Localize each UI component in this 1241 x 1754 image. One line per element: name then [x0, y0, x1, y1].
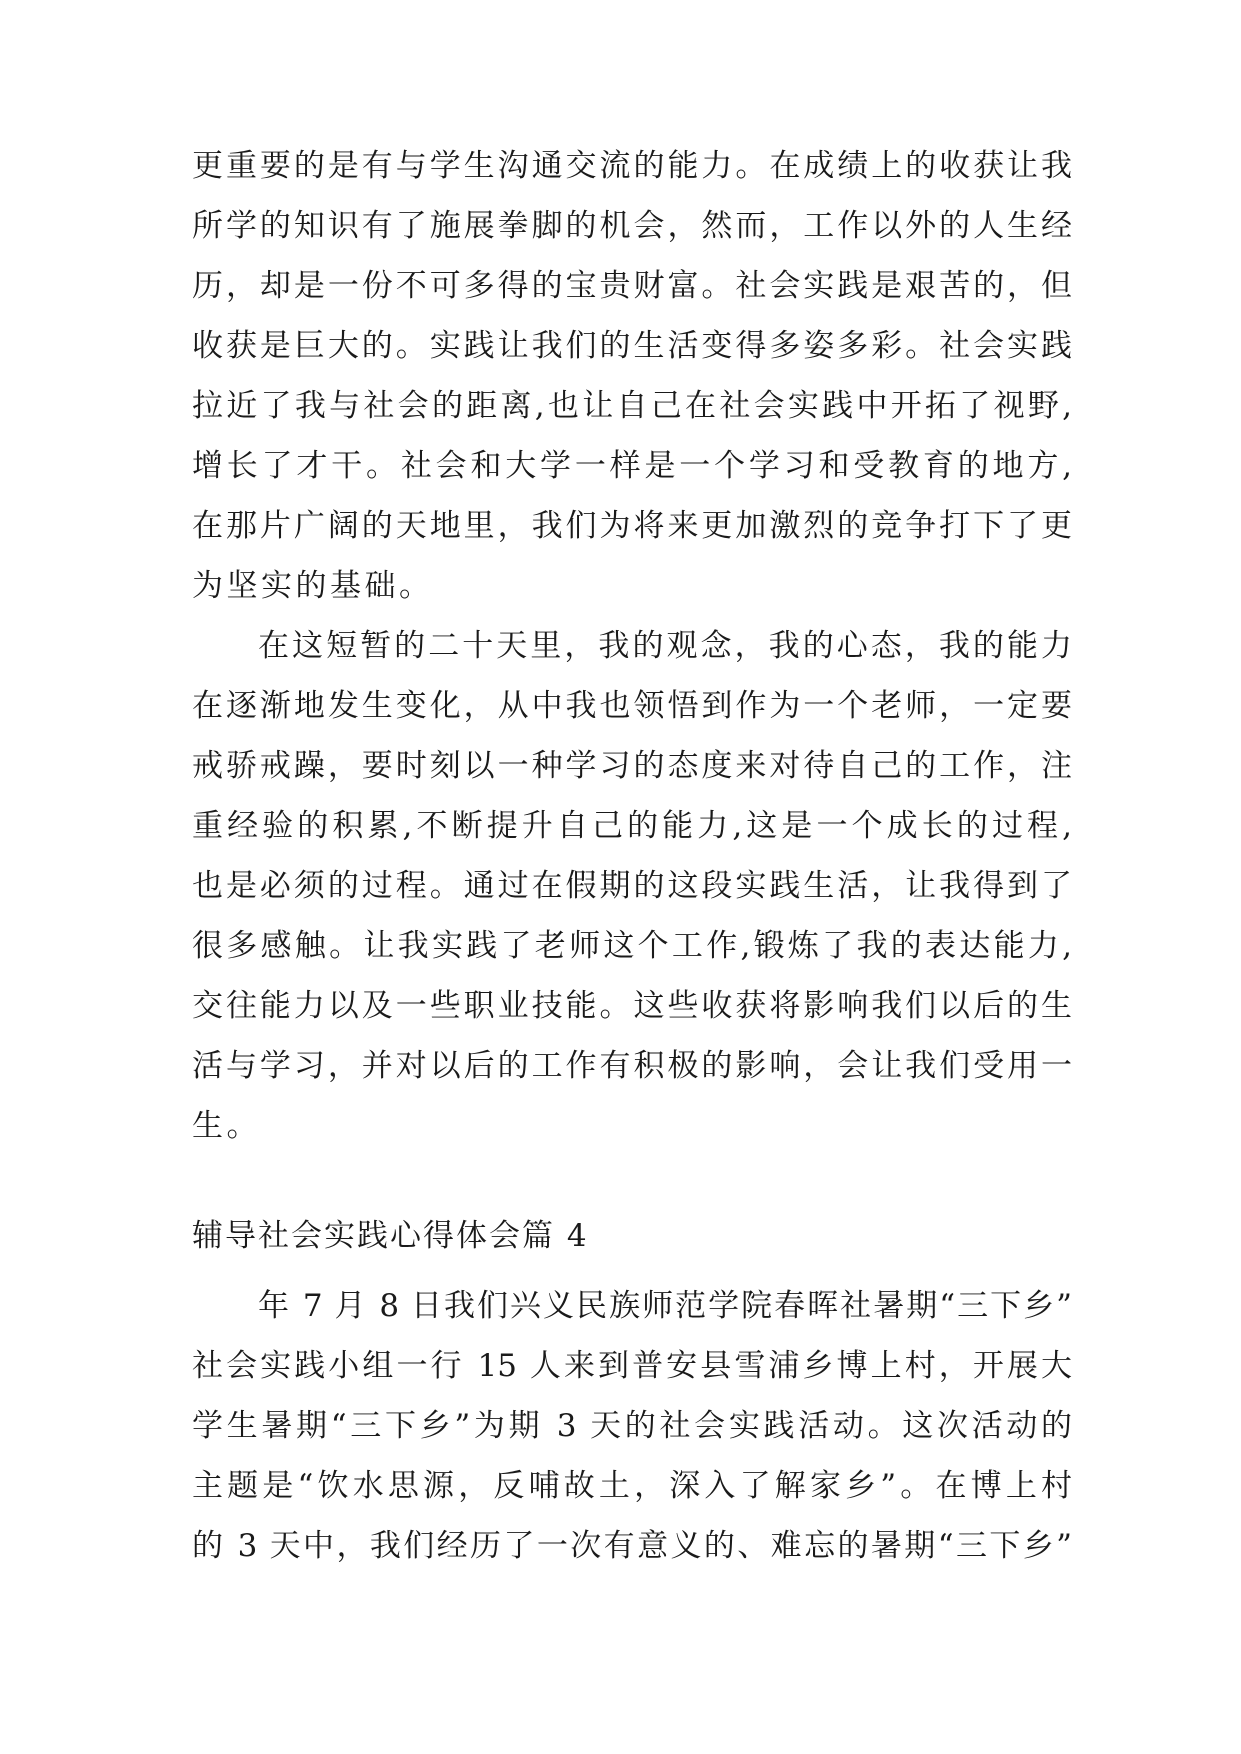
paragraph-line: 的 3 天中，我们经历了一次有意义的、难忘的暑期“三下乡”	[192, 1528, 1072, 1564]
paragraph-line: 学生暑期“三下乡”为期 3 天的社会实践活动。这次活动的	[192, 1408, 1072, 1444]
paragraph-line: 生。	[192, 1108, 261, 1144]
paragraph-line: 拉近了我与社会的距离,也让自己在社会实践中开拓了视野,	[192, 388, 1072, 424]
paragraph-line: 活与学习，并对以后的工作有积极的影响，会让我们受用一	[192, 1048, 1072, 1084]
paragraph-line: 主题是“饮水思源，反哺故土，深入了解家乡”。在博上村	[192, 1468, 1072, 1504]
paragraph-line: 在那片广阔的天地里，我们为将来更加激烈的竞争打下了更	[192, 508, 1072, 544]
paragraph-1	[192, 136, 1072, 616]
paragraph-line: 所学的知识有了施展拳脚的机会，然而，工作以外的人生经	[192, 208, 1072, 244]
paragraph-line: 重经验的积累,不断提升自己的能力,这是一个成长的过程,	[192, 808, 1072, 844]
paragraph-line: 增长了才干。社会和大学一样是一个学习和受教育的地方,	[192, 448, 1072, 484]
paragraph-line: 很多感触。让我实践了老师这个工作,锻炼了我的表达能力,	[192, 928, 1072, 964]
paragraph-line: 戒骄戒躁，要时刻以一种学习的态度来对待自己的工作，注	[192, 748, 1072, 784]
paragraph-line: 在逐渐地发生变化，从中我也领悟到作为一个老师，一定要	[192, 688, 1072, 724]
paragraph-line: 交往能力以及一些职业技能。这些收获将影响我们以后的生	[192, 988, 1072, 1024]
paragraph-line: 也是必须的过程。通过在假期的这段实践生活，让我得到了	[192, 868, 1072, 904]
paragraph-line: 收获是巨大的。实践让我们的生活变得多姿多彩。社会实践	[192, 328, 1072, 364]
paragraph-line: 社会实践小组一行 15 人来到普安县雪浦乡博上村，开展大	[192, 1348, 1072, 1384]
paragraph-line: 更重要的是有与学生沟通交流的能力。在成绩上的收获让我	[192, 148, 1072, 184]
paragraph-line: 为坚实的基础。	[192, 568, 434, 604]
paragraph-line: 年 7 月 8 日我们兴义民族师范学院春晖社暑期“三下乡”	[258, 1288, 1072, 1324]
paragraph-3	[192, 1276, 1072, 1576]
paragraph-line: 在这短暂的二十天里，我的观念，我的心态，我的能力	[258, 628, 1072, 664]
section-heading: 辅导社会实践心得体会篇 4	[192, 1218, 589, 1254]
paragraph-2	[192, 616, 1072, 1156]
paragraph-line: 历，却是一份不可多得的宝贵财富。社会实践是艰苦的，但	[192, 268, 1072, 304]
